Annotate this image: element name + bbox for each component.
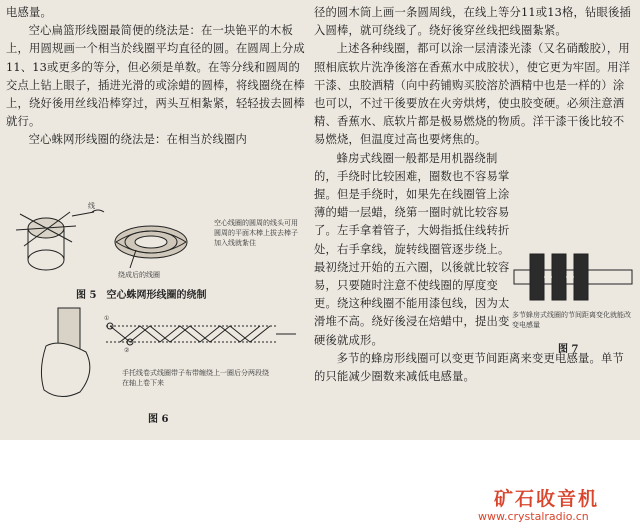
figure-7-note: 多节蜂房式线圈的节间距离变化就能改变电感量: [512, 311, 631, 329]
paragraph-coil-coating: 上述各种线圈，都可以涂一层清漆光漆（又名硝酸胶），用照相底软片洗净後溶在香蕉水中成胶状），使它更为牢固。用洋干漆、虫胶酒精（向中药铺购买胶溶於酒精中也是一样的）涂也可以，不过干後要放在火旁烘烤，使虫胶变硬。必须注意酒精、香蕉水、底软片都是极易燃烧的物质。洋干漆干後比较不易燃烧，但温度过高也要烤焦的。: [314, 42, 631, 147]
paragraph-hollow-disc-coil: 空心扁篮形线圈最简便的绕法是：在一块铯平的木板上，用圆规画一个相当於线圈平均直径的圆。在圆周上分成11、13或更多的等分，但必须是单数。在等分线和圆周的交点上钻上眼子，插进光滑的或涂蜡的圆棒，将线圈绕在棒上，绕好後用丝线沿棒穿过，两头互相紮紧，轻轻拔去圆棒就行。: [6, 24, 305, 129]
paragraph-last: 多节的蜂房形线圈可以变更节间距离来变更电感量。单节的只能减少圈数来减低电感量。: [314, 351, 625, 384]
figure-6-caption: 图 6: [148, 414, 169, 425]
figure-6-mark-2: ②: [124, 347, 130, 354]
figure-6-mark-1: ①: [104, 315, 110, 322]
figure-7-illustration: [508, 248, 636, 358]
text-line-continuation: 径的圆木筒上画一条圆周线，在线上等分11或13格，钻眼後插入圆棒，就可绕线了。绕好後穿丝线把线圈紮紧。: [314, 6, 631, 38]
paragraph-spider-coil: 空心蛛网形线圈的绕法是：在相当於线圈内: [28, 133, 248, 147]
figure-6-drawing: [6, 306, 306, 406]
watermark-url: www.crystalradio.cn: [478, 510, 589, 523]
figure-6-illustration: [6, 306, 306, 430]
figure-7-caption: 图 7: [558, 344, 579, 355]
figure-5-caption: 图 5 空心蛛网形线圈的绕制: [76, 290, 207, 301]
figure-5-finished-label: 绕成后的线圈: [118, 271, 160, 279]
figure-5-note: 空心线圈的圆周的线头可用圆周的平面木棒上拔去棒子加入线就紮住: [214, 219, 298, 247]
left-column: [6, 4, 306, 150]
paragraph-honeycomb-coil: 蜂房式线圈一般都是用机器绕制的，手绕时比较困难，圈数也不容易掌握。但是手绕时，如果先在线圈管上涂薄的蜡一层蜡，绕第一圈时就比较容易了。左手拿着管子，大姆指抵住线转折处，右手拿线，旋转线圈管逐步绕上。最初绕过开始的五六圈，以後就比较容易，只要随时注意不使线圈的厚度变更。绕这种线圈不能用漆包线，因为太滑堆不高。绕好後浸在焙蜡中，提出变硬後就成形。: [314, 151, 510, 347]
figure-7-drawing: [508, 248, 636, 310]
figure-5-illustration: [6, 186, 306, 304]
watermark-logo-text: 矿石收音机: [494, 488, 600, 510]
figure-6-note: 手托线卷式线圈带子布带缠绕上一圈后分两段绕在轴上卷下来: [122, 369, 269, 387]
text-line-top: 电感量。: [6, 6, 52, 19]
figure-5-thread-label: 线: [88, 202, 95, 210]
